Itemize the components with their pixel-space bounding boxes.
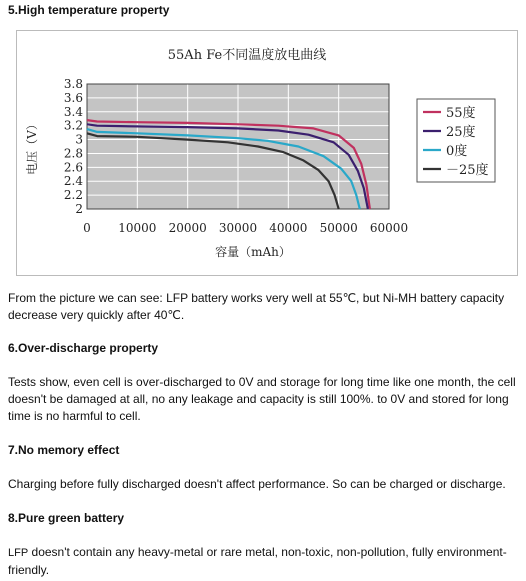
section-heading-over-discharge: 6.Over-discharge property <box>8 341 159 355</box>
y-tick-label: 2.8 <box>63 146 83 161</box>
y-tick-label: 3.2 <box>63 118 83 133</box>
y-tick-label: 3.4 <box>63 104 83 119</box>
x-tick-label: 30000 <box>218 221 258 235</box>
x-tick-label: 20000 <box>168 221 207 235</box>
discharge-curve-chart <box>16 30 518 276</box>
green-battery-description: doesn't contain any heavy-metal or rare metal, non-toxic, non-pollution, fully environment-friendly. <box>8 545 507 577</box>
section-heading-green-battery: 8.Pure green battery <box>8 511 125 525</box>
section-text-no-memory: Charging before fully discharged doesn't affect performance. So can be charged or discharge. <box>8 477 506 491</box>
section-text-over-discharge: Tests show, even cell is over-discharged to 0V and storage for long time like one month, the cell doesn't be damaged at all, no any leakage and capacity is still 100%. to 0V and stored for long time is no harmful to cell. <box>8 375 516 423</box>
y-tick-label: 2 <box>75 202 83 216</box>
legend-entry: 0度 <box>446 144 468 159</box>
legend-entry: 55度 <box>446 106 476 121</box>
y-tick-label: 3 <box>75 132 83 147</box>
chart-svg <box>17 31 517 275</box>
section-heading-no-memory: 7.No memory effect <box>8 443 120 457</box>
x-tick-label: 0 <box>83 221 91 235</box>
section-heading-high-temperature: 5.High temperature property <box>8 3 170 17</box>
legend-entry: 25度 <box>446 125 476 140</box>
y-tick-label: 2.4 <box>63 174 83 189</box>
y-tick-label: 3.6 <box>63 90 83 105</box>
lfp-label: LFP <box>8 547 29 559</box>
x-tick-label: 40000 <box>269 221 308 235</box>
x-axis-label: 容量（mAh） <box>215 245 291 259</box>
y-axis-label: 电压（V） <box>25 118 39 175</box>
section-text-high-temperature: From the picture we can see: LFP battery works very well at 55℃, but Ni-MH battery capacity decrease very quickly after 40℃. <box>8 291 505 322</box>
y-tick-label: 2.6 <box>63 160 83 175</box>
y-tick-label: 2.2 <box>63 188 83 203</box>
legend-entry: －25度 <box>446 163 489 178</box>
x-tick-label: 50000 <box>319 221 358 235</box>
section-text-green-battery <box>8 544 518 579</box>
x-tick-label: 60000 <box>369 221 409 235</box>
y-tick-label: 3.8 <box>63 77 83 91</box>
chart-title: 55Ah Fe不同温度放电曲线 <box>167 48 327 63</box>
x-tick-label: 10000 <box>118 221 157 235</box>
